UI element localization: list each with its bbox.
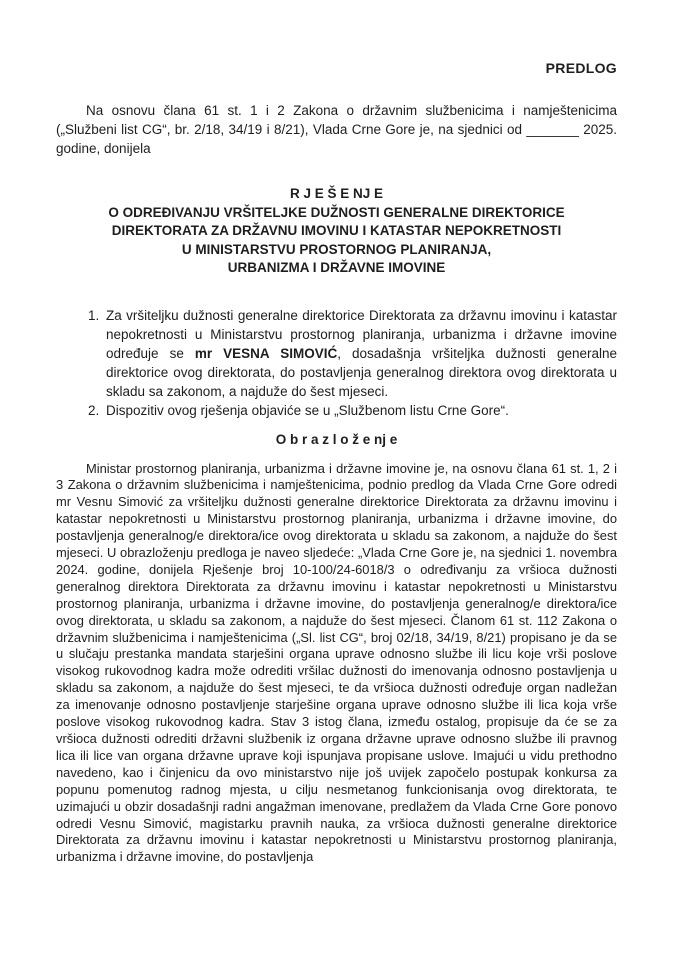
predlog-label: PREDLOG <box>545 60 617 76</box>
decree-title-line-1: R J E Š E NJ E <box>289 186 384 201</box>
list-item <box>56 306 617 401</box>
appointee-name: mr VESNA SIMOVIĆ <box>194 345 338 361</box>
section-heading-obrazlozenje: O b r a z l o ž e nj e <box>275 431 398 447</box>
intro-paragraph: Na osnovu člana 61 st. 1 i 2 Zakona o državnim službenicima i namještenicima („Službeni list CG“, br. 2/18, 34/19 i 8/21), Vlada Crne Gore je, na sjednici od _______ 2025. godine, donijela <box>56 103 617 156</box>
list-item-text <box>106 306 617 401</box>
list-item-number: 2. <box>88 402 100 418</box>
explanation-paragraph: Ministar prostornog planiranja, urbanizma i državne imovine je, na osnovu člana 61 st. 1, 2 i 3 Zakona o državnim službenicima i namještenicima, podnio predlog da Vlada Crne Gore odredi mr Vesnu Simović za vršiteljku dužnosti generalne direktorice Direktorata za državnu imovinu i katastar nepokretnosti u Ministarstvu prostornog planiranja, urbanizma i državne imovine, do postavljenja generalnog/e direktora/ice ovog direktorata u skladu sa zakonom, a najduže do šest mjeseci. U obrazloženju predloga je naveo sljedeće: „Vlada Crne Gore je, na sjednici 1. novembra 2024. godine, donijela Rješenje broj 10-100/24-6018/3 o određivanju za vršioca dužnosti generalnog direktora Direktorata za državnu imovinu i katastar nepokretnosti u Ministarstvu prostornog planiranja, urbanizma i državne imovine, do postavljenja generalnog/e direktora/ice ovog direktorata, u skladu sa zakonom, a najduže do šest mjeseci. Članom 61 st. 112 Zakona o državnim službenicima i namještenicima („Sl. list CG“, broj 02/18, 34/19, 8/21) propisano je da se u slučaju prestanka mandata starješini organa uprave odnosno službe ili licu koje vrši poslove visokog rukovodnog kadra može odrediti vršilac dužnosti do imenovanja odnosno postavljenja u skladu sa zakonom, a najduže do šest mjeseci, te da vršioca dužnosti određuje organ nadležan za imenovanje odnosno postavljenje starješine organa uprave odnosno službe ili lica koja vrše poslove visokog rukovodnog kadra. Stav 3 istog člana, između ostalog, propisuje da će se za vršioca dužnosti odrediti državni službenik iz organa državne uprave odnosno službe ili pravnog lica ili lice van organa državne uprave koji ispunjava propisane uslove. Imajući u vidu prethodno navedeno, kao i činjenicu da ovo ministarstvo nije još uvijek započelo postupak konkursa za popunu pomenutog radnog mjesta, u cilju nesmetanog funkcionisanja ovog direktorata, te uzimajući u obzir dosadašnji radni angažman imenovane, predlažem da Vlada Crne Gore ponovo odredi Vesnu Simović, magistarku pravnih nauka, za vršioca dužnosti generalne direktorice Direktorata za državnu imovinu i katastar nepokretnosti u Ministarstvu prostornog planiranja, urbanizma i državne imovine, do postavljenja <box>56 460 617 865</box>
list-item <box>56 401 617 420</box>
list-item-text-before: Dispozitiv ovog rješenja objaviće se u „Službenom listu Crne Gore“. <box>106 402 509 418</box>
decree-item-list <box>56 306 617 420</box>
decree-title-line-5: URBANIZMA I DRŽAVNE IMOVINE <box>227 260 446 275</box>
decree-title-line-3: DIREKTORATA ZA DRŽAVNU IMOVINU I KATASTAR NEPOKRETNOSTI <box>111 223 562 238</box>
list-item-number: 1. <box>88 307 100 323</box>
decree-title-line-2: O ODREĐIVANJU VRŠITELJKE DUŽNOSTI GENERALNE DIREKTORICE <box>108 204 565 220</box>
list-item-text-after: , dosadašnja vršiteljka dužnosti generalne direktorice ovog direktorata, do postavljenja generalnog direktora ovog direktorata u skladu sa zakonom, a najduže do šest mjeseci. <box>106 345 617 399</box>
decree-title-line-4: U MINISTARSTVU PROSTORNOG PLANIRANJA, <box>181 241 492 257</box>
list-item-text-before: Za vršiteljku dužnosti generalne direktorice Direktorata za državnu imovinu i katastar nepokretnosti u Ministarstvu prostornog planiranja, urbanizma i državne imovine određuje se <box>106 307 617 361</box>
list-item-text <box>106 401 617 420</box>
decree-title <box>56 185 617 278</box>
